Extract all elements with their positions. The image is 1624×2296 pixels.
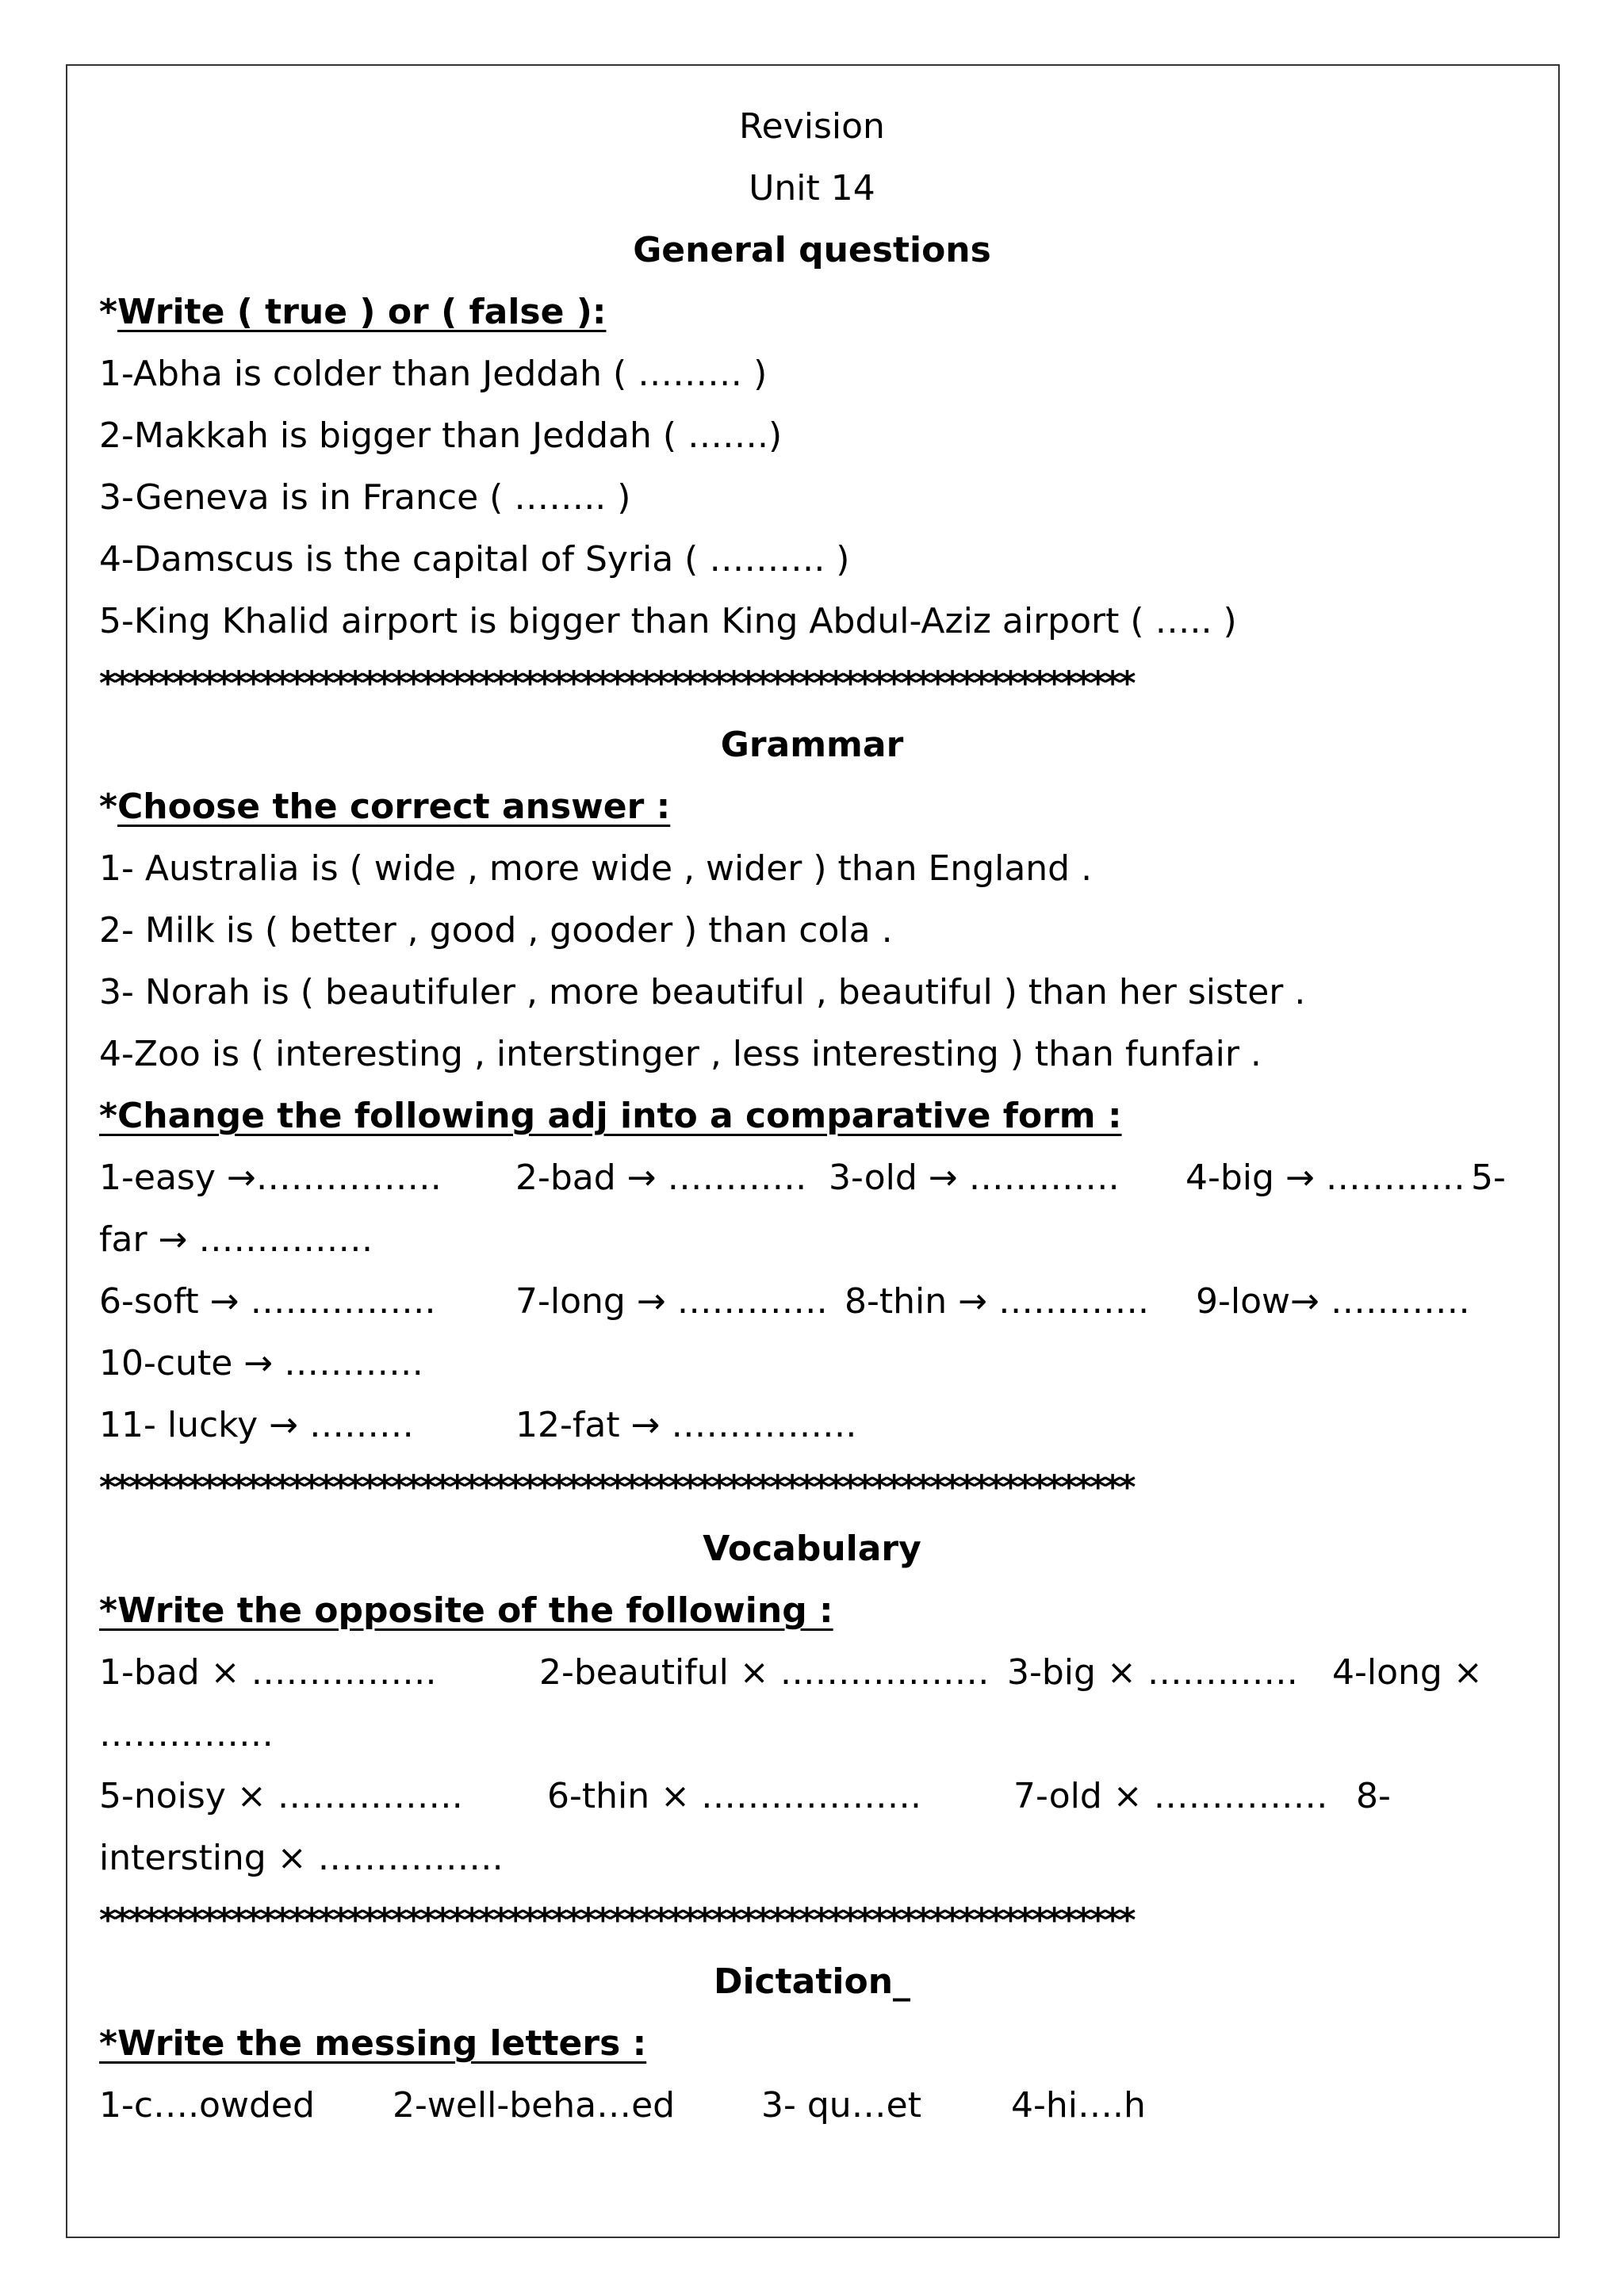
dictation-row (0, 2082, 1624, 2130)
dictation-item: 2-well-beha…ed (393, 2085, 676, 2126)
dictation-item: 3- qu…et (761, 2085, 921, 2126)
opposite-row-2-wrap: intersting × ……………. (99, 1838, 504, 1878)
instruction-comparative: *Change the following adj into a comparative form : (99, 1096, 1122, 1136)
choice-question-2: 2- Milk is ( better , good , gooder ) than cola . (99, 910, 893, 951)
dictation-item: 1-c….owded (99, 2085, 315, 2126)
unit-label: Unit 14 (749, 168, 875, 209)
comparative-item: 6-soft → ……………. (99, 1281, 436, 1322)
instruction-text: Write ( true ) or ( false ): (117, 292, 607, 332)
opposite-item: 8- (1356, 1776, 1391, 1816)
separator: *********************************************************************** (99, 1900, 1133, 1939)
instruction-prefix: * (99, 292, 118, 332)
instruction-choose (99, 783, 670, 831)
opposite-item: 2-beautiful × ……………… (539, 1652, 990, 1693)
instruction-true-false (99, 289, 606, 336)
instruction-opposite: *Write the opposite of the following : (99, 1590, 833, 1631)
section-heading-general: General questions (633, 230, 991, 270)
opposite-row-1-wrap: …………… (99, 1714, 274, 1755)
instruction-prefix: * (99, 786, 118, 827)
choice-question-4: 4-Zoo is ( interesting , interstinger , less interesting ) than funfair . (99, 1034, 1262, 1074)
opposite-row-2 (0, 1773, 1624, 1820)
opposite-row-1 (0, 1649, 1624, 1697)
question-1: 1-Abha is colder than Jeddah ( ……… ) (99, 354, 768, 394)
comparative-item: 11- lucky → ……… (99, 1405, 414, 1445)
comparative-item: 9-low→ ………… (1196, 1281, 1470, 1322)
comparative-row-3 (0, 1402, 1624, 1449)
separator: *********************************************************************** (99, 1468, 1133, 1506)
comparative-item: 2-bad → ………… (515, 1158, 807, 1198)
comparative-row-2 (0, 1278, 1624, 1326)
section-heading-vocabulary: Vocabulary (703, 1529, 921, 1569)
opposite-item: 7-old × …………… (1013, 1776, 1328, 1816)
comparative-item: 1-easy →……………. (99, 1158, 442, 1198)
comparative-row-2-wrap: 10-cute → ………… (99, 1343, 424, 1383)
comparative-item: 4-big → ………… (1185, 1158, 1465, 1198)
instruction-text: Choose the correct answer : (117, 786, 671, 827)
comparative-item: 8-thin → …………. (845, 1281, 1149, 1322)
question-2: 2-Makkah is bigger than Jeddah ( …….) (99, 415, 783, 456)
instruction-missing-letters: *Write the messing letters : (99, 2023, 647, 2064)
opposite-item: 6-thin × ………………. (547, 1776, 921, 1816)
comparative-item: 12-fat → ……………. (515, 1405, 857, 1445)
comparative-row-1-wrap: far → …………… (99, 1219, 373, 1260)
comparative-item: 5- (1471, 1158, 1506, 1198)
comparative-row-1 (0, 1154, 1624, 1202)
question-3: 3-Geneva is in France ( …….. ) (99, 477, 631, 518)
opposite-item: 5-noisy × ……………. (99, 1776, 463, 1816)
dictation-item: 4-hi….h (1011, 2085, 1146, 2126)
opposite-item: 3-big × …………. (1007, 1652, 1298, 1693)
opposite-item: 1-bad × ……………. (99, 1652, 437, 1693)
question-4: 4-Damscus is the capital of Syria ( ………. ) (99, 539, 850, 580)
choice-question-1: 1- Australia is ( wide , more wide , wider ) than England . (99, 848, 1093, 889)
opposite-item: 4-long × (1332, 1652, 1483, 1693)
separator: *********************************************************************** (99, 664, 1133, 702)
section-heading-dictation: Dictation_ (713, 1961, 911, 2002)
question-5: 5-King Khalid airport is bigger than King Abdul-Aziz airport ( ….. ) (99, 601, 1237, 641)
page-title: Revision (739, 106, 885, 147)
comparative-item: 3-old → …………. (829, 1158, 1120, 1198)
comparative-item: 7-long → …………. (515, 1281, 828, 1322)
section-heading-grammar: Grammar (720, 725, 904, 765)
choice-question-3: 3- Norah is ( beautifuler , more beautiful , beautiful ) than her sister . (99, 972, 1306, 1012)
